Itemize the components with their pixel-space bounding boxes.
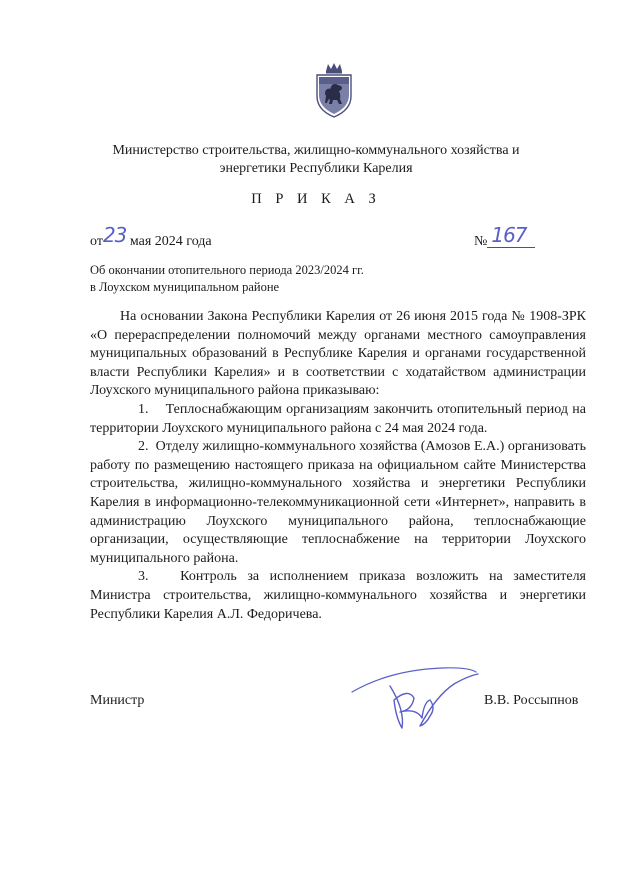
ministry-name (90, 142, 542, 178)
subject-line2: в Лоухском муниципальном районе (90, 280, 280, 294)
handwritten-date-day: 23 (102, 223, 127, 247)
signer-title: Министр (90, 693, 145, 708)
order-number (474, 223, 535, 250)
date-rest: мая 2024 года (129, 234, 212, 249)
order-item-1: 1. Теплоснабжающим организациям закончить отопительный период на территории Лоухского муниципального района с 24 мая 2024 года. (90, 401, 586, 436)
signer-name: В.В. Россыпнов (484, 693, 579, 708)
order-subject (90, 262, 364, 296)
date-prefix: от (90, 234, 103, 249)
document-type-title: П Р И К А З (251, 191, 381, 207)
order-body (90, 308, 586, 624)
preamble-paragraph: На основании Закона Республики Карелия от 26 июня 2015 года № 1908-ЗРК «О перераспределении полномочий между органами местного самоуправления муниципальных образований в Республике Карелия и органами государственной власти Республики Карелия» и в соответствии с ходатайством администрации Лоухского муниципального района приказываю: (90, 309, 586, 399)
order-item-2: 2. Отделу жилищно-коммунального хозяйства (Амозов Е.А.) организовать работу по размещению настоящего приказа на официальном сайте Министерства строительства, жилищно-коммунального хозяйства и энергетики Республики Карелия в информационно-телекоммуникационной сети «Интернет», направить в администрацию Лоухского муниципального района, теплоснабжающие организации, осуществляющие теплоснабжение на территории Лоухского муниципального района. (90, 439, 586, 566)
ministry-name-line1: Министерство строительства, жилищно-коммунального хозяйства и (112, 143, 520, 158)
ministry-name-line2: энергетики Республики Карелия (219, 161, 413, 176)
handwritten-order-number: 167 (487, 223, 534, 248)
handwritten-signature (350, 662, 480, 732)
subject-line1: Об окончании отопительного периода 2023/2024 гг. (90, 263, 364, 277)
number-prefix: № (474, 234, 488, 249)
order-item-3: 3. Контроль за исполнением приказа возложить на заместителя Министра строительства, жилищно-коммунального хозяйства и энергетики Республики Карелия А.Л. Федоричева. (90, 569, 586, 622)
karelia-coat-of-arms-icon (314, 62, 354, 118)
order-date (90, 223, 212, 250)
